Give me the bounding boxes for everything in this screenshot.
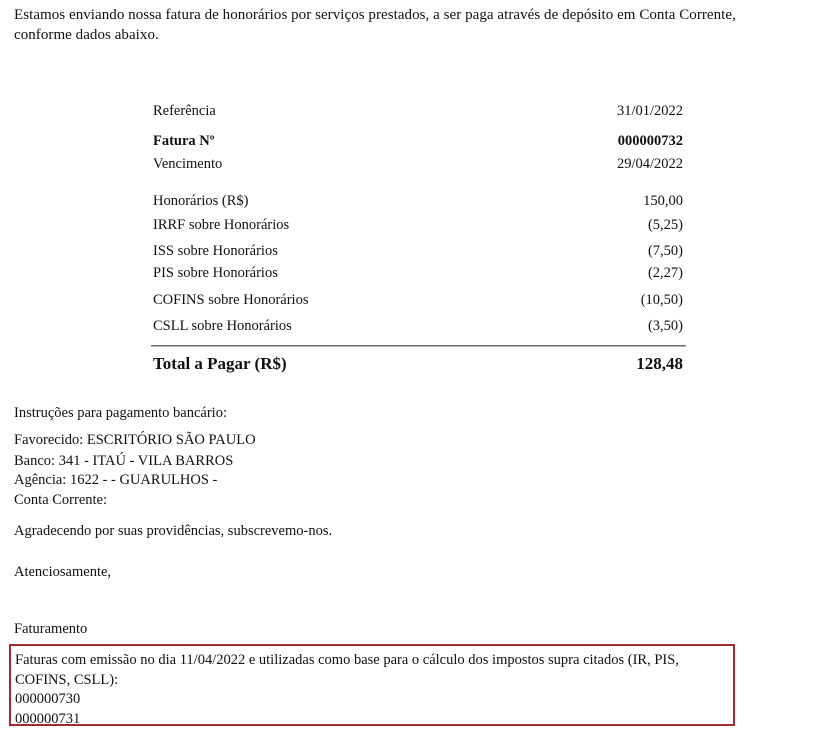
account-line: Conta Corrente:	[14, 490, 107, 510]
intro-line-2: conforme dados abaixo.	[14, 25, 827, 45]
payment-heading: Instruções para pagamento bancário:	[14, 403, 227, 423]
line-item-label: Honorários (R$)	[153, 191, 248, 211]
related-invoice-number: 000000730	[15, 690, 728, 710]
intro-paragraph	[14, 5, 827, 45]
related-invoices-box	[9, 644, 735, 726]
line-item-label: PIS sobre Honorários	[153, 263, 278, 283]
branch-line: Agência: 1622 - - GUARULHOS -	[14, 470, 217, 490]
line-item-label: COFINS sobre Honorários	[153, 290, 308, 310]
referencia-label: Referência	[153, 101, 216, 121]
referencia-value: 31/01/2022	[617, 101, 683, 121]
regards-line: Atenciosamente,	[14, 562, 111, 582]
vencimento-row	[153, 154, 683, 174]
fatura-label: Fatura Nº	[153, 131, 215, 151]
total-value: 128,48	[636, 352, 683, 376]
payee-line: Favorecido: ESCRITÓRIO SÃO PAULO	[14, 430, 256, 450]
line-item	[153, 215, 683, 235]
line-item	[153, 241, 683, 261]
line-item-label: ISS sobre Honorários	[153, 241, 278, 261]
line-item-label: CSLL sobre Honorários	[153, 316, 292, 336]
line-item-value: (2,27)	[648, 263, 683, 283]
line-item-value: 150,00	[643, 191, 683, 211]
line-item	[153, 263, 683, 283]
line-item-value: (3,50)	[648, 316, 683, 336]
referencia-row	[153, 101, 683, 121]
related-invoice-number: 000000731	[15, 710, 728, 729]
thanks-line: Agradecendo por suas providências, subscrevemo-nos.	[14, 521, 332, 541]
fatura-number: 000000732	[618, 131, 683, 151]
vencimento-value: 29/04/2022	[617, 154, 683, 174]
note-line-1: Faturas com emissão no dia 11/04/2022 e utilizadas como base para o cálculo dos impostos supra citados (IR, PIS,	[15, 651, 728, 671]
total-row	[153, 352, 683, 376]
intro-line-1: Estamos enviando nossa fatura de honorários por serviços prestados, a ser paga através de depósito em Conta Corrente,	[14, 5, 827, 25]
bank-line: Banco: 341 - ITAÚ - VILA BARROS	[14, 451, 233, 471]
line-item-label: IRRF sobre Honorários	[153, 215, 289, 235]
signature-line: Faturamento	[14, 619, 87, 639]
vencimento-label: Vencimento	[153, 154, 222, 174]
note-line-2: COFINS, CSLL):	[15, 671, 728, 691]
line-item	[153, 316, 683, 336]
line-item-value: (10,50)	[641, 290, 683, 310]
line-item-value: (7,50)	[648, 241, 683, 261]
fatura-row	[153, 131, 683, 151]
line-item	[153, 290, 683, 310]
total-divider	[151, 345, 686, 347]
line-item	[153, 191, 683, 211]
total-label: Total a Pagar (R$)	[153, 352, 287, 376]
line-item-value: (5,25)	[648, 215, 683, 235]
